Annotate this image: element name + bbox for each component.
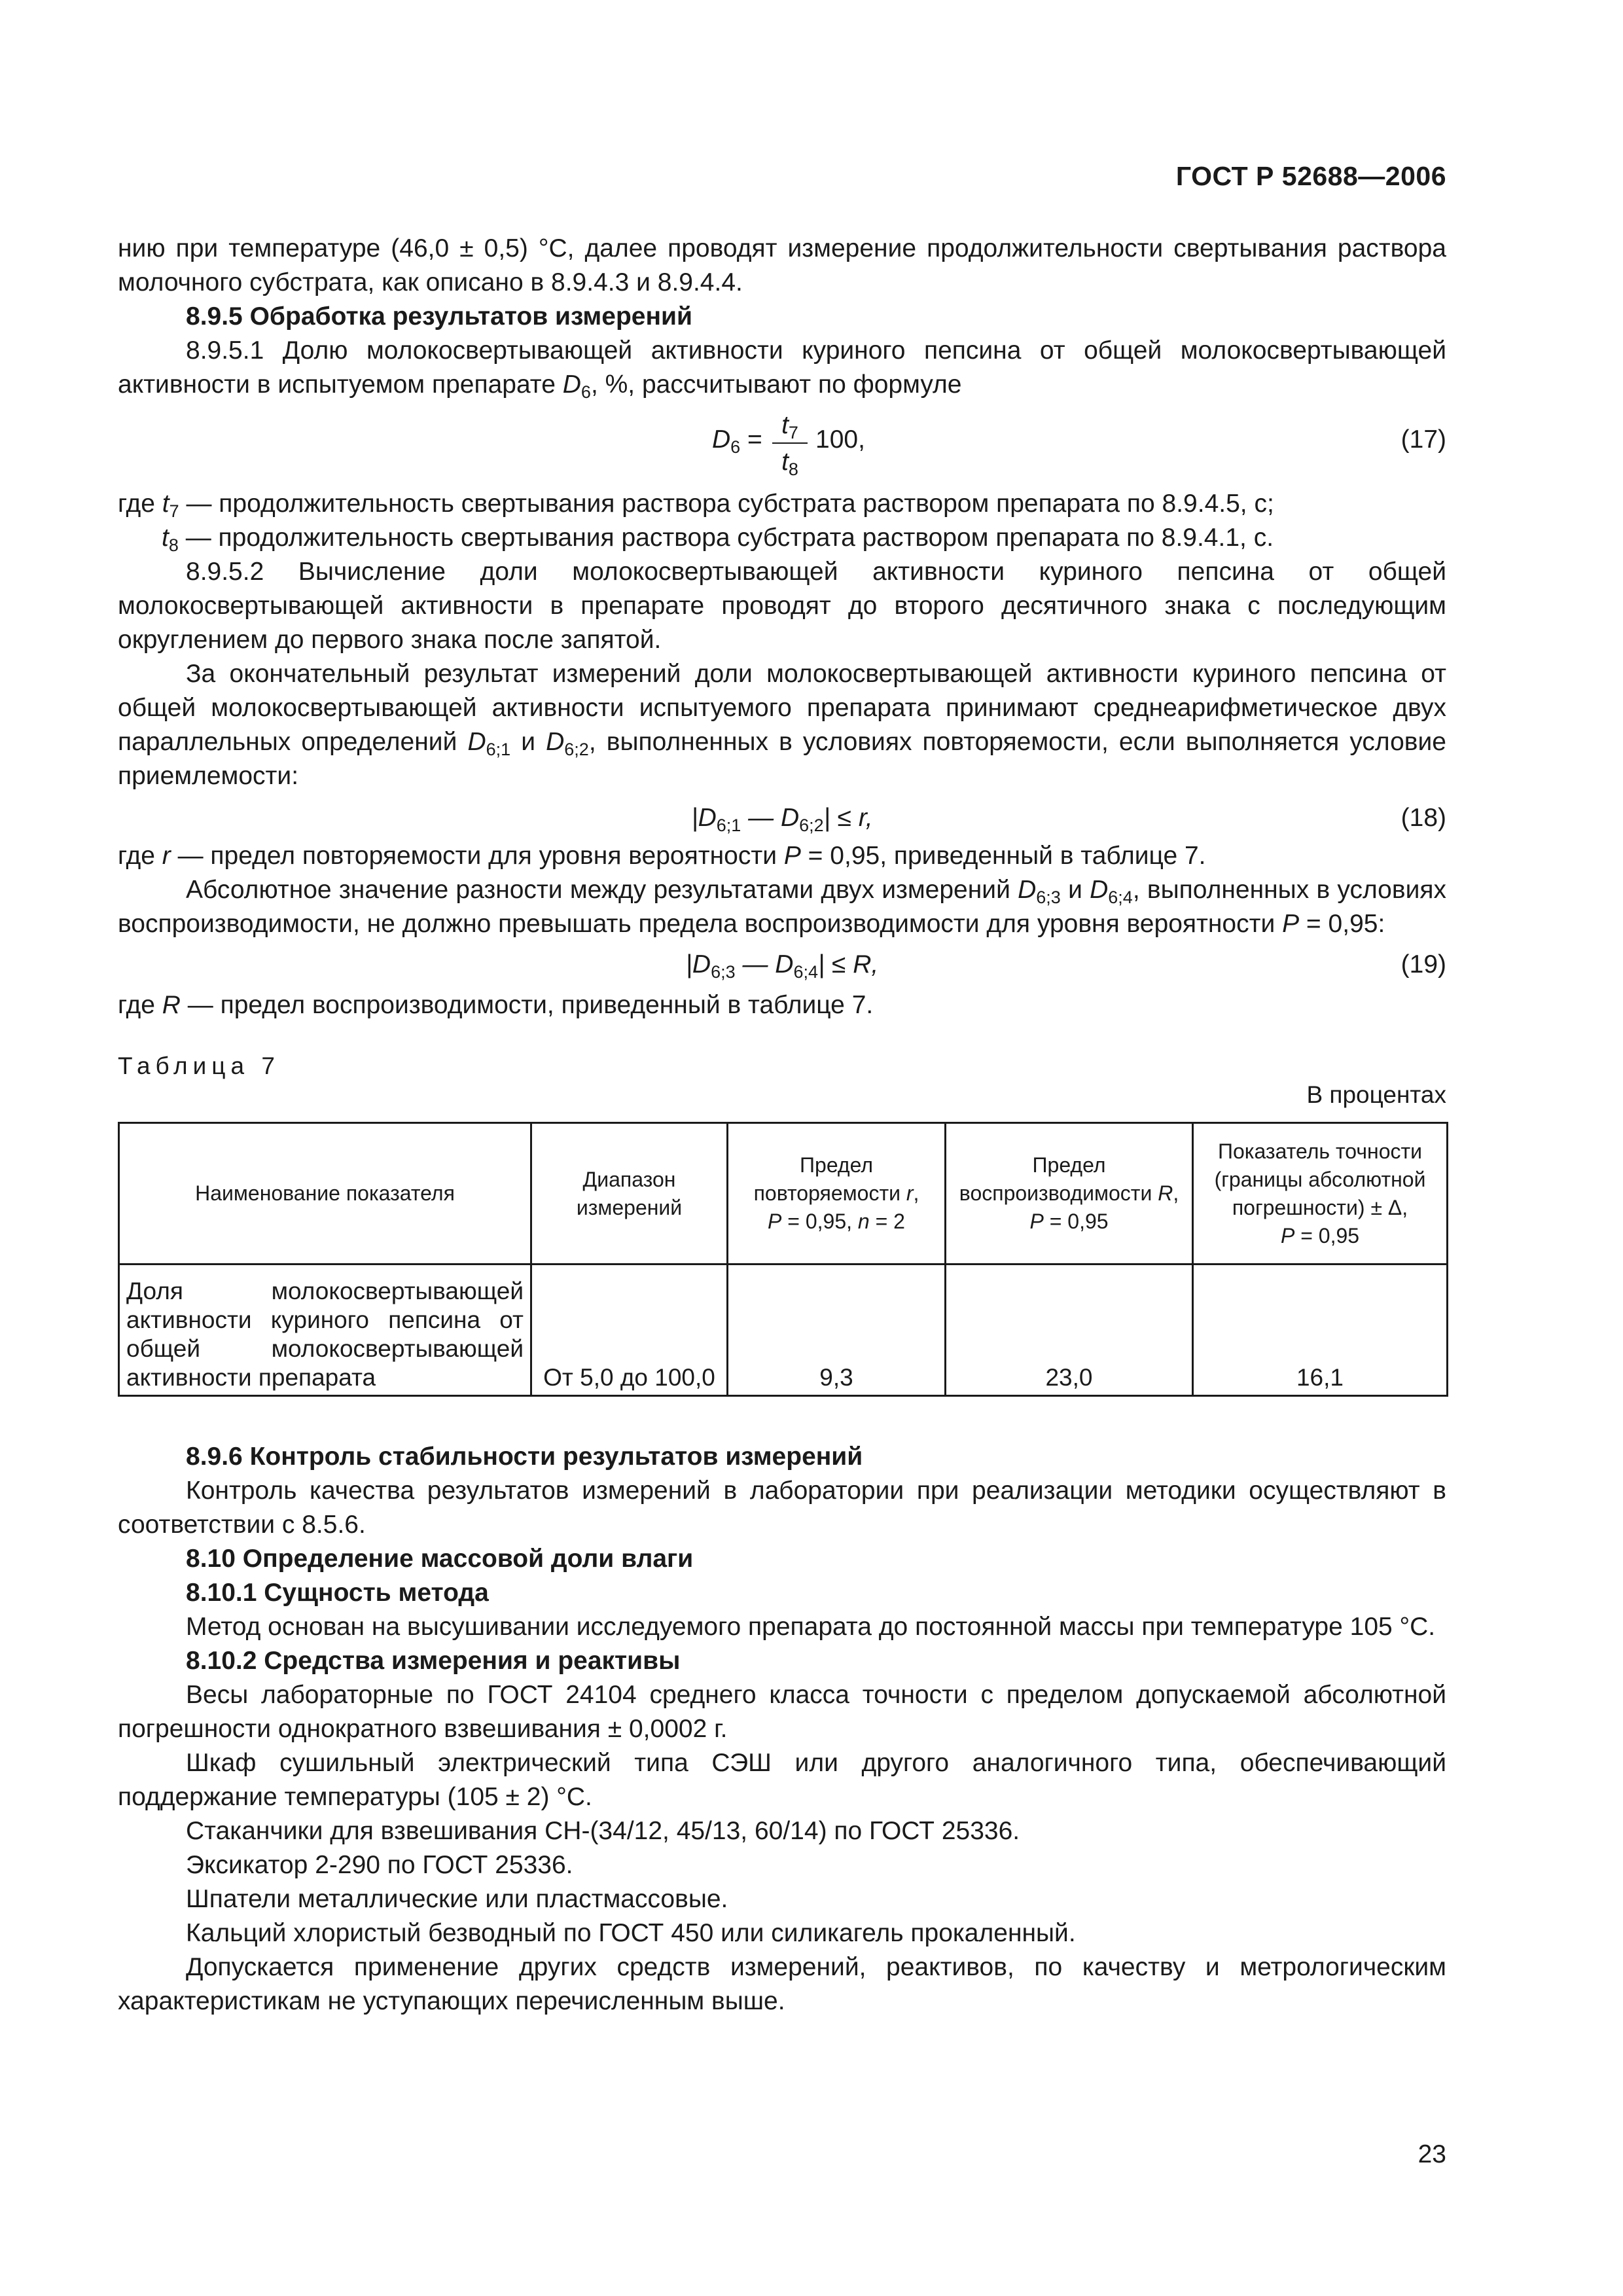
paragraph-final-result: За окончательный результат измерений доли молокосвертывающей активности куриного пепсина от общей молокосвертывающей активности испытуемого препарата принимают среднеарифметическое двух параллельных определений $D_{6;1}$ и $D_{6;2}$, выполненных в условиях повторяемости, если выполняется условие приемлемости: xyxy=(118,660,1446,790)
formula-19-number: (19) xyxy=(1400,950,1446,978)
cell-indicator-name: Доля молокосвертывающей активности куриного пепсина от общей молокосвертывающей активности препарата xyxy=(119,1265,531,1396)
paragraph-continuation: нию при температуре (46,0 ± 0,5) °С, далее проводят измерение продолжительности свертывания раствора молочного субстрата, как описано в 8.9.4.3 и 8.9.4.4. xyxy=(118,234,1446,296)
col-header-name: Наименование показателя xyxy=(119,1123,531,1265)
formula-17-fraction: $\frac{t_7}{t_8}$ xyxy=(772,408,808,478)
formula-17-rhs: 100, xyxy=(815,425,865,454)
cell-range: От 5,0 до 100,0 xyxy=(531,1265,728,1396)
equipment-item: Весы лабораторные по ГОСТ 24104 среднего класса точности с пределом допускаемой абсолютной погрешности однократного взвешивания ± 0,0002 г. xyxy=(118,1681,1446,1743)
paragraph-absolute-difference: Абсолютное значение разности между результатами двух измерений $D_{6;3}$ и $D_{6;4}$, выполненных в условиях воспроизводимости, не должно превышать предела воспроизводимости для уровня вероятности P = 0,95: xyxy=(118,876,1446,938)
where-t8: $t_8$ — продолжительность свертывания раствора субстрата раствором препарата по 8.9.4.1, с. xyxy=(162,524,1274,555)
cell-reproducibility: 23,0 xyxy=(946,1265,1193,1396)
formula-19 xyxy=(118,948,1446,982)
table-row xyxy=(119,1265,1448,1396)
table-header-row xyxy=(119,1123,1448,1265)
formula-18 xyxy=(118,801,1446,835)
section-heading-8-10-1: 8.10.1 Сущность метода xyxy=(186,1579,489,1607)
document-body xyxy=(118,232,1446,2018)
paragraph-alternatives: Допускается применение других средств измерений, реактивов, по качеству и метрологическим характеристикам не уступающих перечисленным выше. xyxy=(118,1953,1446,2015)
page-number: 23 xyxy=(1418,2140,1446,2168)
section-heading-8-9-6: 8.9.6 Контроль стабильности результатов измерений xyxy=(186,1443,863,1471)
where-r: где r — предел повторяемости для уровня вероятности P = 0,95, приведенный в таблице 7. xyxy=(118,842,1206,870)
paragraph-8-9-5-2: 8.9.5.2 Вычисление доли молокосвертывающей активности куриного пепсина от общей молокосвертывающей активности в препарате проводят до второго десятичного знака с последующим округлением до первого знака после запятой. xyxy=(118,558,1446,654)
formula-19-expression: $|D_{6;3}$ — $D_{6;4}| \le R$, xyxy=(685,950,879,982)
section-heading-8-9-5: 8.9.5 Обработка результатов измерений xyxy=(186,302,692,331)
cell-accuracy: 16,1 xyxy=(1193,1265,1448,1396)
equipment-item: Кальций хлористый безводный по ГОСТ 450 или силикагель прокаленный. xyxy=(186,1919,1076,1947)
col-header-reproducibility: Предел воспроизводимости R, P = 0,95 xyxy=(946,1123,1193,1265)
formula-17-lhs: $D_6$ = xyxy=(712,425,762,457)
formula-18-expression: $|D_{6;1}$ — $D_{6;2}| \le r$, xyxy=(691,804,873,835)
col-header-accuracy: Показатель точности (границы абсолютной погрешности) ± Δ, P = 0,95 xyxy=(1193,1123,1448,1265)
section-heading-8-10: 8.10 Определение массовой доли влаги xyxy=(186,1545,694,1573)
formula-17 xyxy=(118,408,1446,482)
equipment-item: Шкаф сушильный электрический типа СЭШ или другого аналогичного типа, обеспечивающий поддержание температуры (105 ± 2) °С. xyxy=(118,1749,1446,1811)
equipment-item: Стаканчики для взвешивания СН-(34/12, 45/13, 60/14) по ГОСТ 25336. xyxy=(186,1817,1020,1845)
formula-18-number: (18) xyxy=(1400,804,1446,832)
paragraph-8-9-6: Контроль качества результатов измерений в лаборатории при реализации методики осуществляют в соответствии с 8.5.6. xyxy=(118,1477,1446,1539)
where-t7: где $t_7$ — продолжительность свертывания раствора субстрата раствором препарата по 8.9.4.5, с; xyxy=(118,490,1274,521)
table-7 xyxy=(118,1122,1448,1397)
formula-17-number: (17) xyxy=(1400,425,1446,454)
standard-header: ГОСТ Р 52688—2006 xyxy=(1175,161,1446,191)
table-units: В процентах xyxy=(1306,1081,1446,1108)
equipment-item: Эксикатор 2-290 по ГОСТ 25336. xyxy=(186,1851,573,1879)
section-heading-8-10-2: 8.10.2 Средства измерения и реактивы xyxy=(186,1647,681,1675)
paragraph-8-9-5-1: 8.9.5.1 Долю молокосвертывающей активности куриного пепсина от общей молокосвертывающей активности в испытуемом препарате $D_6$, %, рассчитывают по формуле xyxy=(118,336,1446,402)
table-caption: Таблица 7 xyxy=(118,1052,280,1079)
where-R: где R — предел воспроизводимости, приведенный в таблице 7. xyxy=(118,991,874,1019)
col-header-range: Диапазон измерений xyxy=(531,1123,728,1265)
cell-repeatability: 9,3 xyxy=(728,1265,946,1396)
equipment-item: Шпатели металлические или пластмассовые. xyxy=(186,1885,728,1913)
paragraph-8-10-1: Метод основан на высушивании исследуемого препарата до постоянной массы при температуре 105 °С. xyxy=(186,1613,1436,1641)
document-page xyxy=(118,0,1446,2296)
col-header-repeatability: Предел повторяемости r, P = 0,95, n = 2 xyxy=(728,1123,946,1265)
